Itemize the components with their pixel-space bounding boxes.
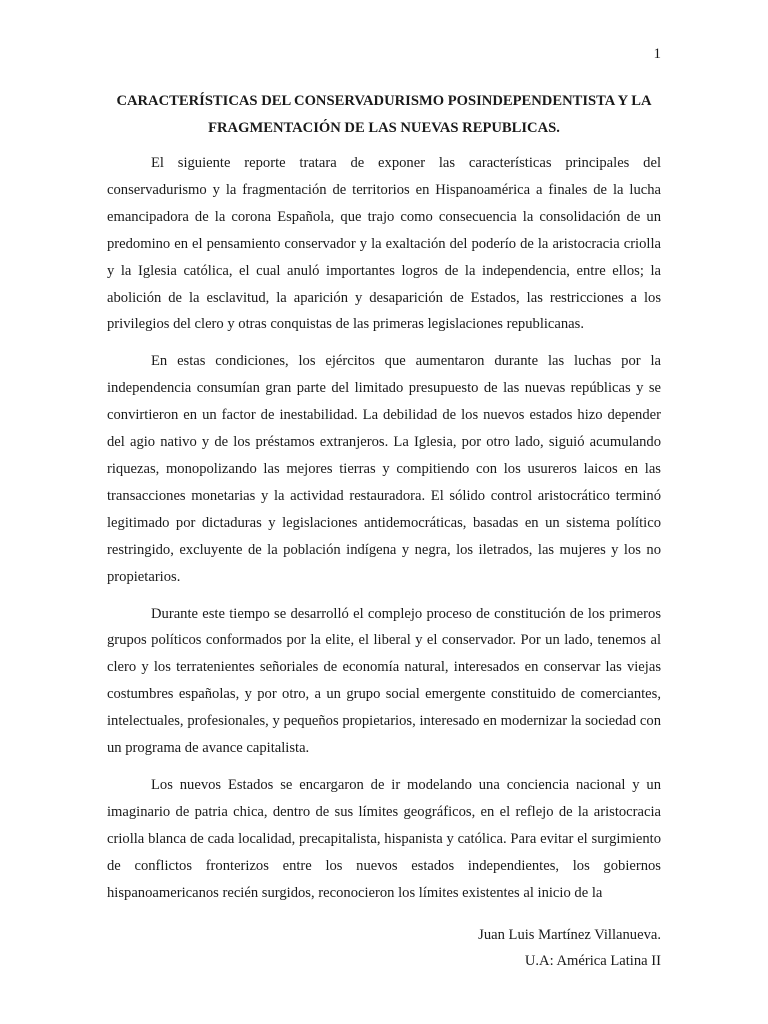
paragraph: El siguiente reporte tratara de exponer las características principales del conservadurismo y la fragmentación de territorios en Hispanoamérica a finales de la lucha emancipadora de la corona Española, que trajo como consecuencia la consolidación de un predomino en el pensamiento conservador y la exaltación del poderío de la aristocracia criolla y la Iglesia católica, el cual anuló importantes logros de la independencia, entre ellos; la abolición de la esclavitud, la aparición y desaparición de Estados, las restricciones a los privilegios del clero y otras conquistas de las primeras legislaciones republicanas. [107,155,661,333]
course-name: U.A: América Latina II [524,953,661,969]
paragraph: Durante este tiempo se desarrolló el complejo proceso de constitución de los primeros grupos políticos conformados por la elite, el liberal y el conservador. Por un lado, tenemos al clero y los terratenientes señoriales de economía natural, interesados en conservar las viejas costumbres españolas, y por otro, a un grupo social emergente constituido de comerciantes, intelectuales, profesionales, y pequeños propietarios, interesado en modernizar la sociedad con un programa de avance capitalista. [107,605,661,757]
author-name: Juan Luis Martínez Villanueva. [478,927,661,943]
page-number: 1 [653,46,661,62]
document-title [107,88,661,142]
document-body [107,150,661,916]
document-footer [478,922,661,974]
title-line-1: CARACTERÍSTICAS DEL CONSERVADURISMO POSINDEPENDENTISTA Y LA [116,93,652,109]
paragraph: En estas condiciones, los ejércitos que aumentaron durante las luchas por la independencia consumían gran parte del limitado presupuesto de las nuevas repúblicas y se convirtieron en un factor de inestabilidad. La debilidad de los nuevos estados hizo depender del agio nativo y de los préstamos extranjeros. La Iglesia, por otro lado, siguió acumulando riquezas, monopolizando las mejores tierras y compitiendo con los usureros laicos en las transacciones monetarias y la actividad restauradora. El sólido control aristocrático terminó legitimado por dictaduras y legislaciones antidemocráticas, basadas en un sistema político restringido, excluyente de la población indígena y negra, los iletrados, las mujeres y los no propietarios. [107,353,661,585]
title-line-2: FRAGMENTACIÓN DE LAS NUEVAS REPUBLICAS. [208,120,560,136]
paragraph: Los nuevos Estados se encargaron de ir modelando una conciencia nacional y un imaginario de patria chica, dentro de sus límites geográficos, en el reflejo de la aristocracia criolla blanca de cada localidad, precapitalista, hispanista y católica. Para evitar el surgimiento de conflictos fronterizos entre los nuevos estados independientes, los gobiernos hispanoamericanos recién surgidos, reconocieron los límites existentes al inicio de la [107,776,661,901]
